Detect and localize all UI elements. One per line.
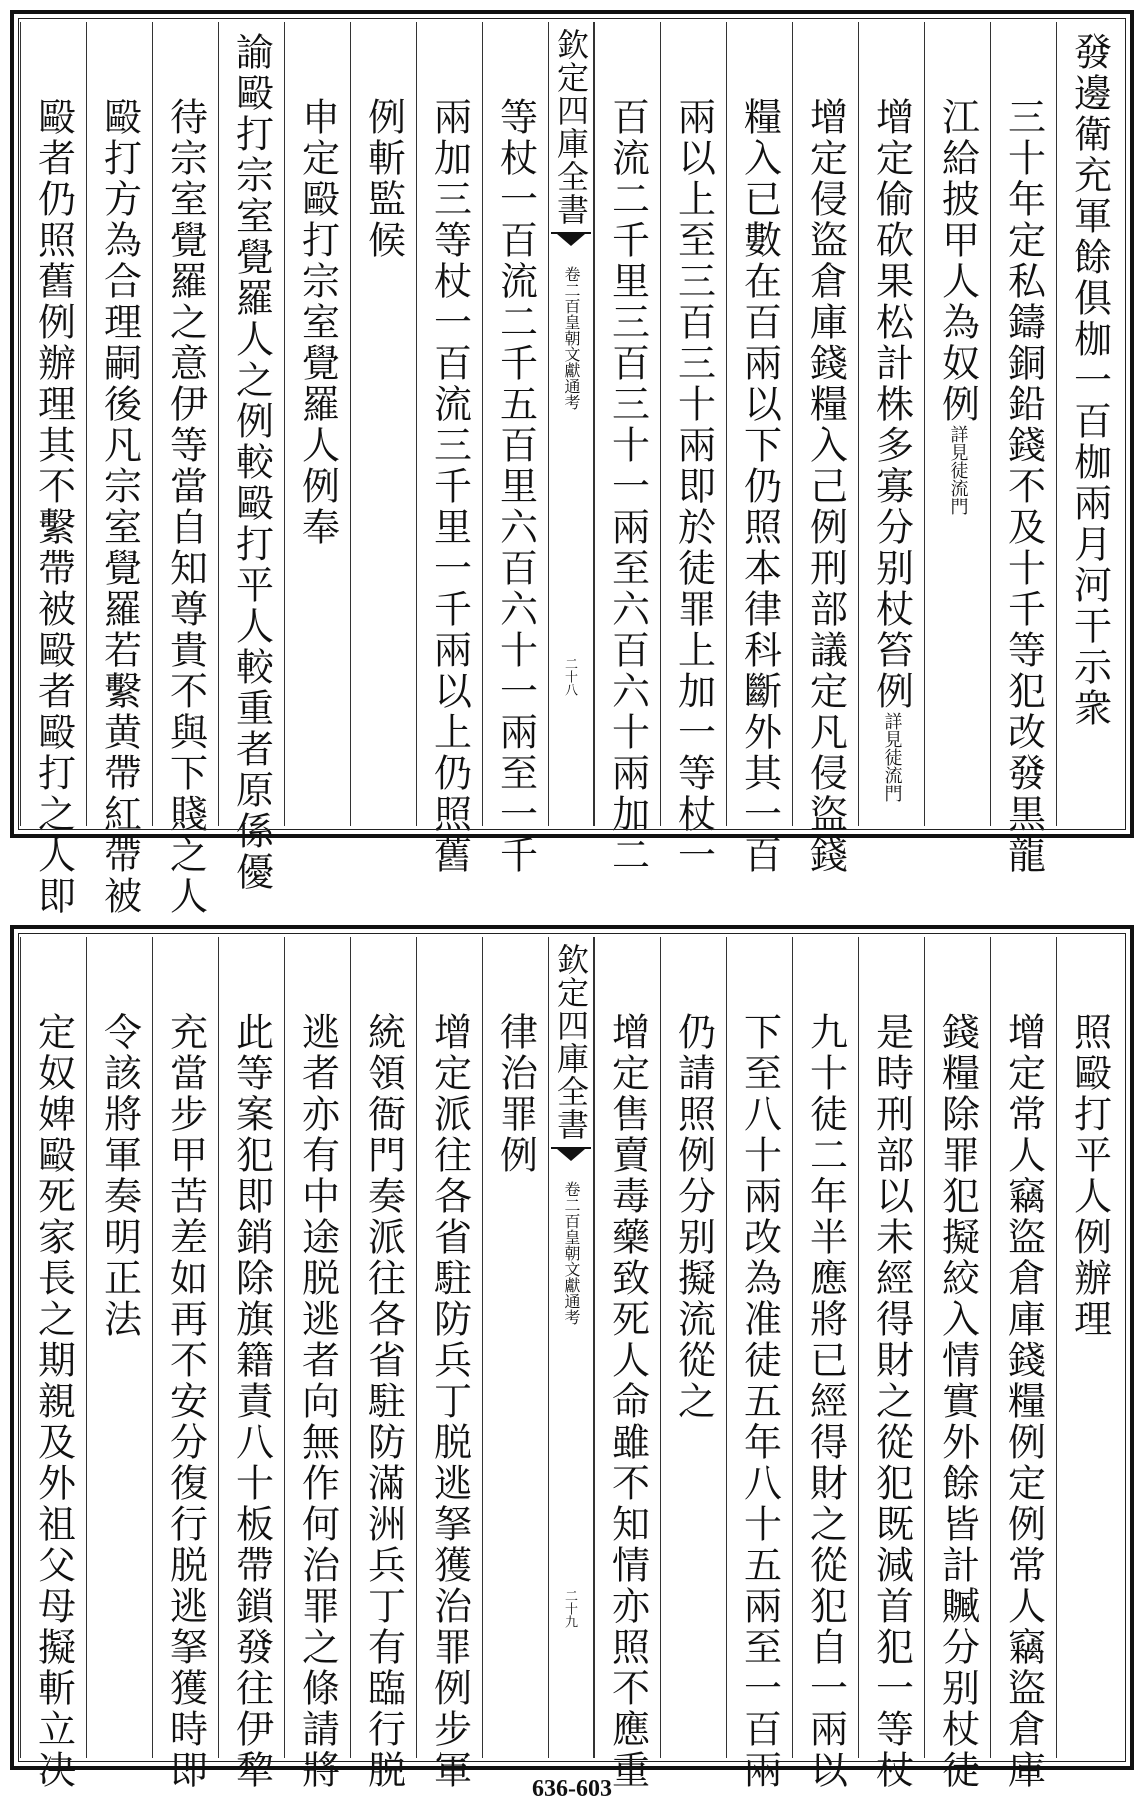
text-column: 律治罪例 <box>482 937 548 1758</box>
text-column: 三十年定私鑄銅鉛錢不及十千等犯改發黒龍 <box>990 22 1056 826</box>
text-column: 充當步甲苦差如再不安分復行脱逃拏獲時即 <box>152 937 218 1758</box>
text-column: 毆者仍照舊例辦理其不繫帶被毆者毆打之人即 <box>20 22 86 826</box>
text-column: 待宗室覺羅之意伊等當自知尊貴不與下賤之人 <box>152 22 218 826</box>
text-column: 申定毆打宗室覺羅人例奉 <box>284 22 350 826</box>
page-number: 636-603 <box>532 1776 612 1802</box>
annotation-note: 詳見徒流門 <box>881 712 903 802</box>
annotation-note: 詳見徒流門 <box>947 425 969 515</box>
text-column: 增定侵盜倉庫錢糧入己例刑部議定凡侵盜錢 <box>792 22 858 826</box>
text-column: 百流二千里三百三十一兩至六百六十兩加二 <box>594 22 660 826</box>
chapter-info <box>561 1181 581 1325</box>
text-column: 下至八十兩改為准徒五年八十五兩至一百兩 <box>726 937 792 1758</box>
text-column: 錢糧除罪犯擬絞入情實外餘皆計贓分别杖徒 <box>924 937 990 1758</box>
book-title: 欽定四庫全書 <box>552 28 590 226</box>
text-column: 例斬監候 <box>350 22 416 826</box>
text-column: 增定派往各省駐防兵丁脱逃拏獲治罪例步軍 <box>416 937 482 1758</box>
chapter-number: 卷二百 <box>562 1181 581 1229</box>
text-column: 統領衙門奏派往各省駐防滿洲兵丁有臨行脱 <box>350 937 416 1758</box>
text-column: 諭毆打宗室覺羅人之例較毆打平人較重者原係優 <box>218 22 284 826</box>
text-column: 增定售賣毒藥致死人命雖不知情亦照不應重 <box>594 937 660 1758</box>
chapter-title: 皇朝文獻通考 <box>562 1229 581 1325</box>
text-column: 照毆打平人例辦理 <box>1056 937 1122 1758</box>
text-column: 令該將軍奏明正法 <box>86 937 152 1758</box>
chapter-number: 卷二百 <box>562 266 581 314</box>
center-fold <box>548 937 594 1758</box>
text-column: 此等案犯即銷除旗籍責八十板帶鎖發往伊犂 <box>218 937 284 1758</box>
chapter-info <box>561 266 581 410</box>
text-column: 是時刑部以未經得財之從犯既減首犯一等杖 <box>858 937 924 1758</box>
text-column: 九十徒二年半應將已經得財之從犯自一兩以 <box>792 937 858 1758</box>
chapter-title: 皇朝文獻通考 <box>562 314 581 410</box>
text-column: 逃者亦有中途脱逃者向無作何治罪之條請將 <box>284 937 350 1758</box>
fishtail-mark <box>551 1147 591 1161</box>
text-column: 仍請照例分别擬流從之 <box>660 937 726 1758</box>
center-fold <box>548 22 594 826</box>
text-column: 兩以上至三百三十兩即於徒罪上加一等杖一 <box>660 22 726 826</box>
column-text: 江給披甲人為奴例 <box>935 97 980 425</box>
fishtail-mark <box>551 232 591 246</box>
top-page <box>10 10 1134 917</box>
text-column <box>858 22 924 826</box>
folio-number: 二十九 <box>562 1589 577 1628</box>
text-column: 兩加三等杖一百流三千里一千兩以上仍照舊 <box>416 22 482 826</box>
text-column: 毆打方為合理嗣後凡宗室覺羅若繫黄帶紅帶被 <box>86 22 152 826</box>
top-page-columns <box>22 22 1122 917</box>
text-column: 糧入已數在百兩以下仍照本律科斷外其一百 <box>726 22 792 826</box>
text-column: 定奴婢毆死家長之期親及外祖父母擬斬立决 <box>20 937 86 1758</box>
text-column: 等杖一百流二千五百里六百六十一兩至一千 <box>482 22 548 826</box>
folio-number: 二十八 <box>562 657 577 696</box>
book-title: 欽定四庫全書 <box>552 943 590 1141</box>
text-column: 發邊衛充軍餘俱枷一百枷兩月河干示衆 <box>1056 22 1122 826</box>
text-column <box>924 22 990 826</box>
column-text: 增定偷砍果松計株多寡分别杖笞例 <box>869 97 914 712</box>
text-column: 增定常人竊盜倉庫錢糧例定例常人竊盜倉庫 <box>990 937 1056 1758</box>
